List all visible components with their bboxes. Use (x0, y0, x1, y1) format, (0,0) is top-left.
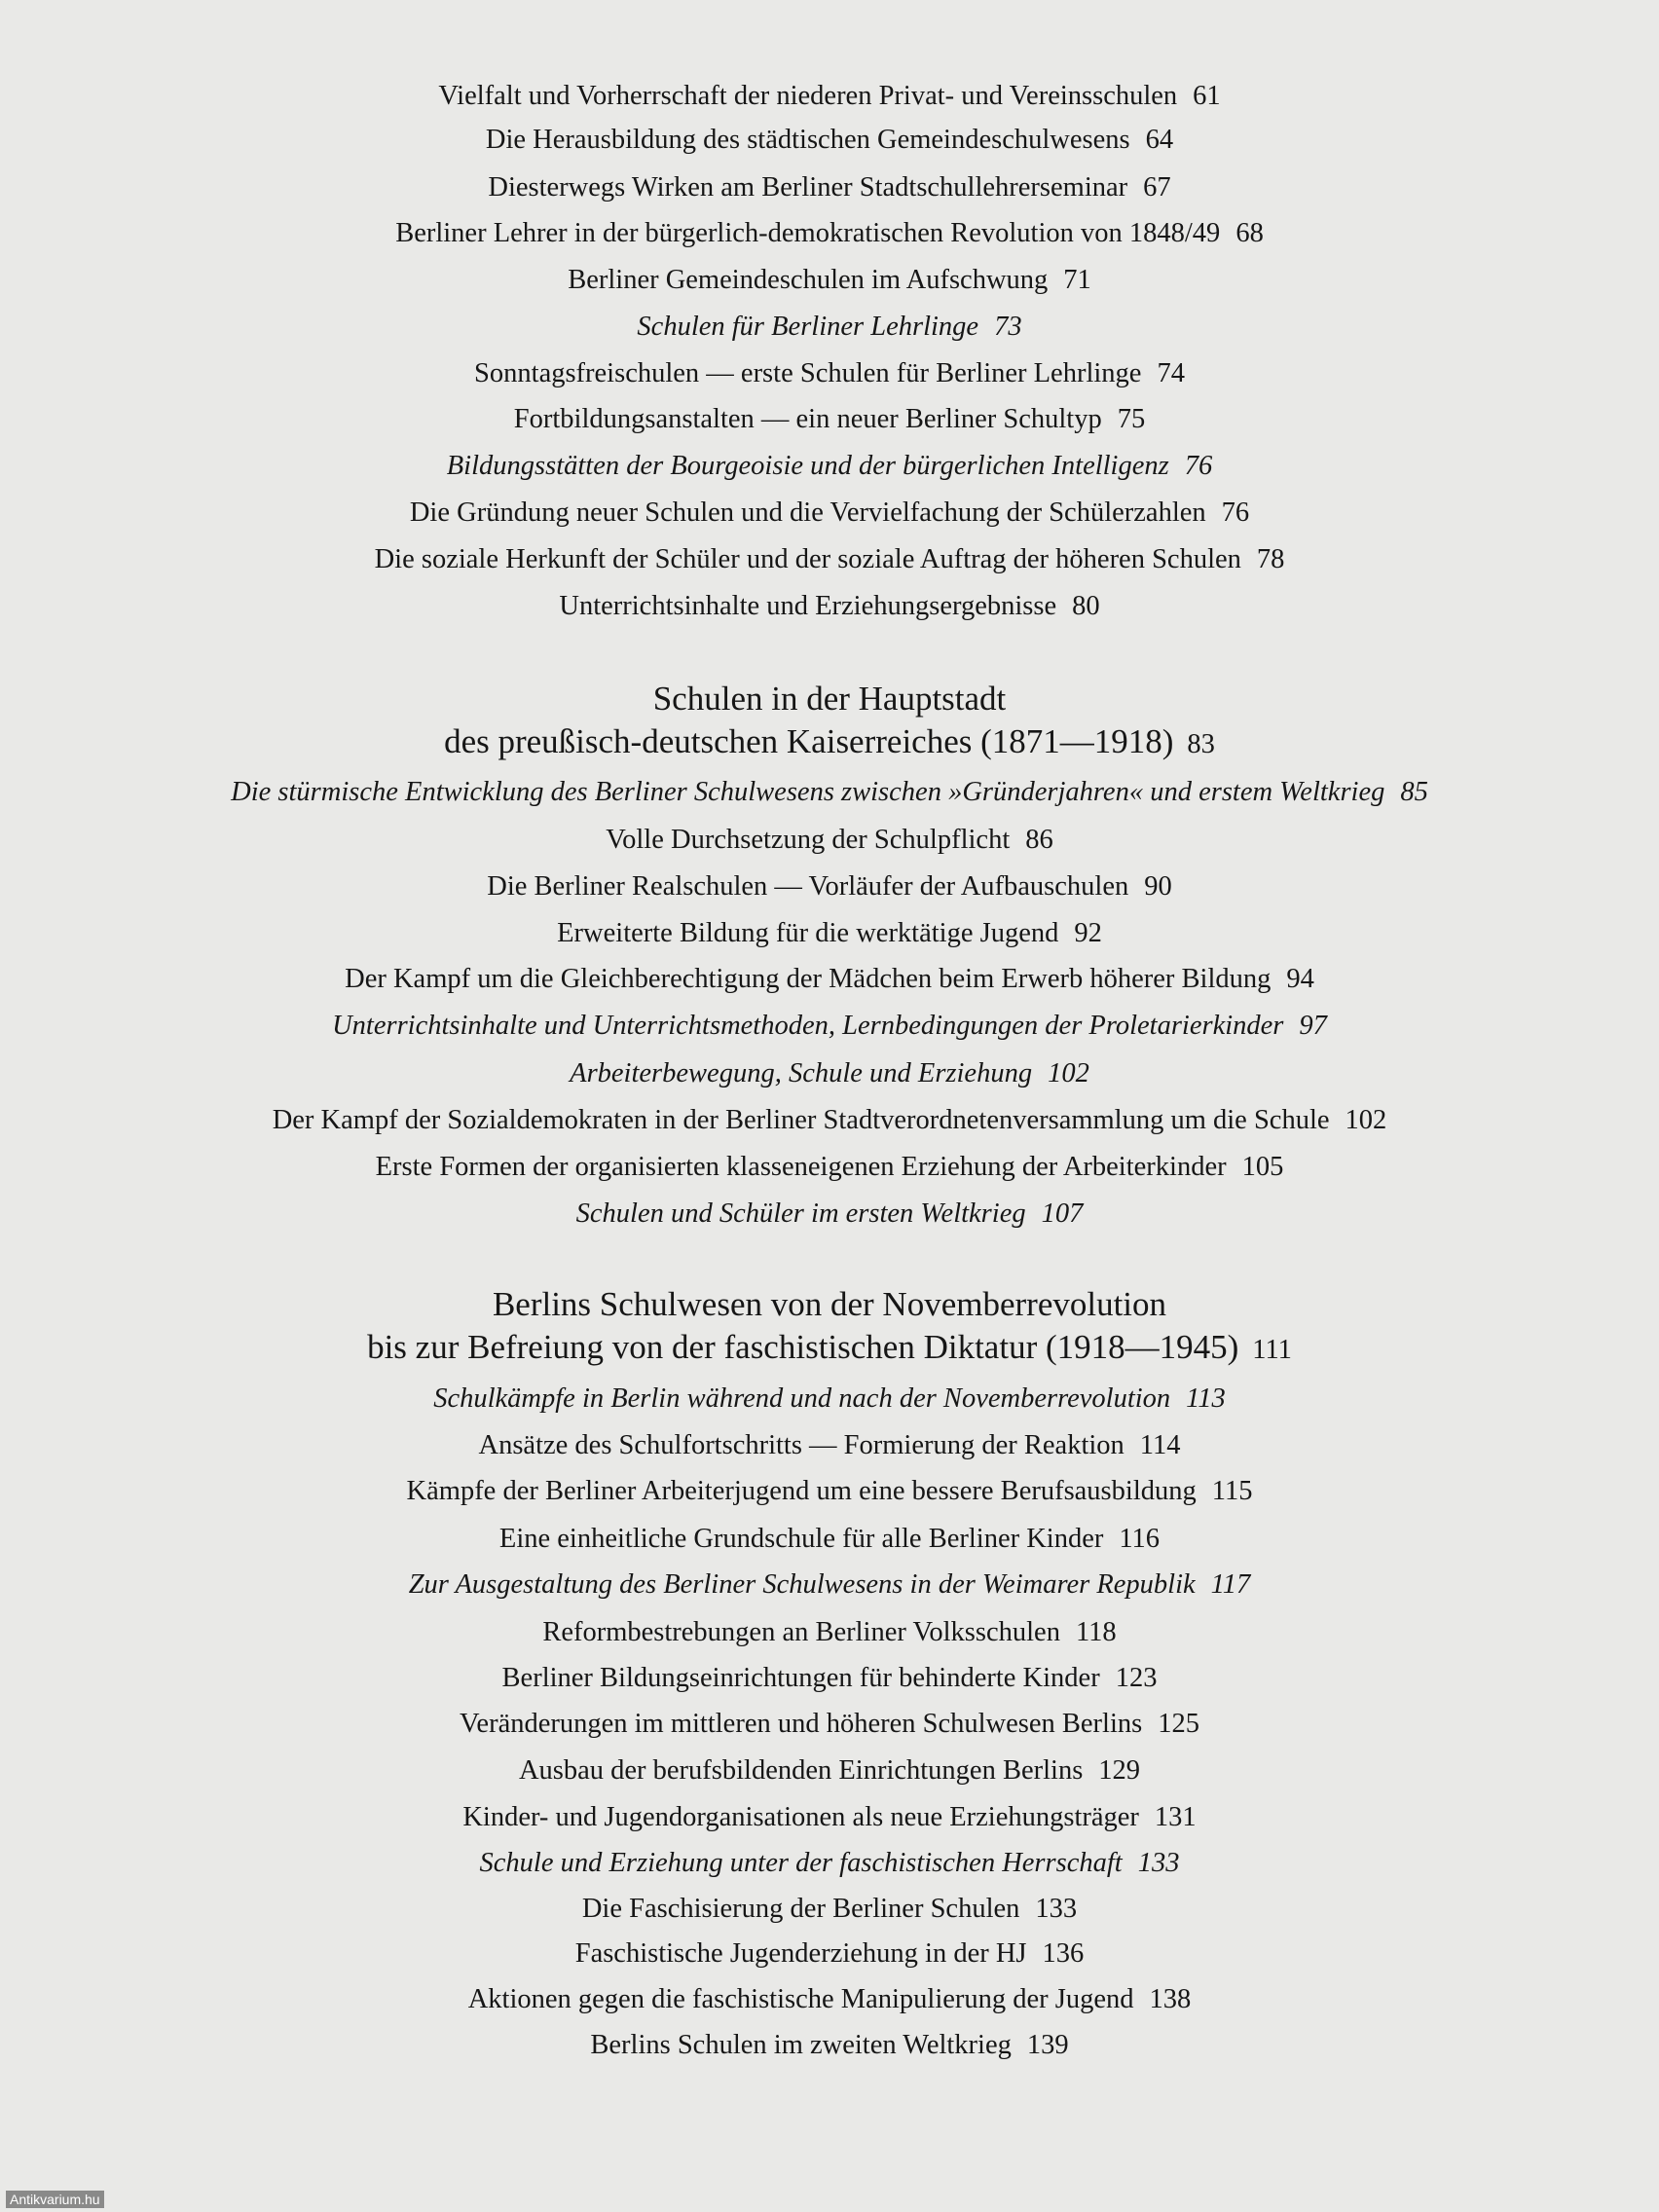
chapter-heading-page: 111 (1252, 1335, 1292, 1365)
toc-entry-page: 139 (1026, 2030, 1069, 2060)
toc-entry-title: Zur Ausgestaltung des Berliner Schulwesens in der Weimarer Republik (408, 1569, 1196, 1600)
toc-entry (0, 1936, 1659, 1972)
chapter-heading-line-2 (0, 720, 1659, 766)
toc-entry (0, 216, 1659, 251)
toc-entry-title: Faschistische Jugenderziehung in der HJ (574, 1938, 1027, 1969)
toc-entry-title: Schulen für Berliner Lehrlinge (637, 312, 979, 342)
toc-entry-title: Die Faschisierung der Berliner Schulen (581, 1894, 1020, 1924)
toc-entry (0, 2028, 1659, 2063)
toc-entry-title: Berliner Bildungseinrichtungen für behinderte Kinder (501, 1663, 1100, 1693)
toc-entry-title: Die stürmische Entwicklung des Berliner Schulwesens zwischen »Gründerjahren« und erstem Weltkrieg (231, 777, 1385, 807)
toc-entry-page: 125 (1158, 1709, 1199, 1739)
toc-entry-page: 97 (1299, 1011, 1327, 1041)
toc-entry-page: 113 (1186, 1383, 1226, 1414)
toc-entry-title: Ansätze des Schulfortschritts — Formierung der Reaktion (478, 1430, 1124, 1460)
toc-entry (0, 916, 1659, 951)
toc-entry-page: 131 (1154, 1802, 1197, 1832)
toc-entry-page: 75 (1117, 404, 1146, 434)
toc-entry (0, 1150, 1659, 1185)
toc-entry-page: 123 (1115, 1663, 1158, 1693)
toc-entry (0, 123, 1659, 158)
toc-entry-title: Berlins Schulen im zweiten Weltkrieg (590, 2030, 1012, 2060)
chapter-heading-page: 83 (1187, 729, 1215, 759)
toc-entry-page: 61 (1193, 81, 1221, 111)
toc-section-entry (0, 1056, 1659, 1091)
chapter-heading-line-1: Berlins Schulwesen von der Novemberrevolution (492, 1285, 1167, 1323)
toc-entry (0, 962, 1659, 997)
toc-entry-title: Erweiterte Bildung für die werktätige Jugend (557, 918, 1059, 948)
toc-entry (0, 1753, 1659, 1788)
toc-entry-page: 107 (1041, 1198, 1084, 1229)
toc-section-entry (0, 1567, 1659, 1603)
toc-entry (0, 1800, 1659, 1835)
toc-entry (0, 1103, 1659, 1138)
toc-entry-page: 133 (1035, 1894, 1078, 1924)
toc-section-entry (0, 1009, 1659, 1044)
chapter-heading-line-1: Schulen in der Hauptstadt (652, 680, 1007, 718)
toc-entry (0, 1707, 1659, 1742)
toc-entry-title: Kämpfe der Berliner Arbeiterjugend um eine bessere Berufsausbildung (406, 1476, 1197, 1506)
toc-entry-title: Fortbildungsanstalten — ein neuer Berliner Schultyp (513, 404, 1102, 434)
toc-entry-title: Arbeiterbewegung, Schule und Erziehung (570, 1058, 1033, 1088)
toc-entry-title: Der Kampf um die Gleichberechtigung der Mädchen beim Erwerb höherer Bildung (345, 964, 1272, 994)
toc-entry-page: 73 (994, 312, 1022, 342)
toc-entry-page: 133 (1137, 1848, 1180, 1878)
toc-entry-title: Ausbau der berufsbildenden Einrichtungen Berlins (518, 1755, 1084, 1786)
toc-entry-page: 85 (1400, 777, 1428, 807)
toc-entry-title: Veränderungen im mittleren und höheren Schulwesen Berlins (460, 1709, 1143, 1739)
toc-entry-title: Diesterwegs Wirken am Berliner Stadtschullehrerseminar (488, 172, 1128, 203)
toc-entry-page: 115 (1211, 1476, 1253, 1506)
toc-entry-page: 136 (1042, 1938, 1085, 1969)
toc-entry-title: Berliner Lehrer in der bürgerlich-demokratischen Revolution von 1848/49 (395, 218, 1221, 248)
toc-entry-page: 86 (1025, 825, 1053, 855)
chapter-heading-text: bis zur Befreiung von der faschistischen Diktatur (1918—1945) (367, 1328, 1239, 1366)
toc-entry-title: Aktionen gegen die faschistische Manipulierung der Jugend (467, 1984, 1134, 2014)
toc-entry (0, 1522, 1659, 1557)
toc-entry-page: 102 (1048, 1058, 1089, 1088)
toc-entry-page: 129 (1098, 1755, 1141, 1786)
toc-entry-title: Kinder- und Jugendorganisationen als neue Erziehungsträger (462, 1802, 1139, 1832)
toc-entry-page: 76 (1184, 451, 1213, 481)
toc-entry-title: Erste Formen der organisierten klasseneigenen Erziehung der Arbeiterkinder (375, 1152, 1227, 1182)
toc-entry-title: Die soziale Herkunft der Schüler und der soziale Auftrag der höheren Schulen (374, 544, 1241, 574)
toc-entry-page: 114 (1139, 1430, 1181, 1460)
toc-entry-title: Unterrichtsinhalte und Unterrichtsmethoden, Lernbedingungen der Proletarierkinder (332, 1011, 1284, 1041)
toc-entry-title: Der Kampf der Sozialdemokraten in der Berliner Stadtverordnetenversammlung um die Schule (272, 1105, 1330, 1135)
toc-entry-page: 78 (1256, 544, 1285, 574)
toc-section-entry (0, 1846, 1659, 1881)
toc-entry (0, 1661, 1659, 1696)
toc-entry-page: 102 (1345, 1105, 1387, 1135)
toc-entry-page: 90 (1144, 871, 1172, 902)
toc-section-entry (0, 1382, 1659, 1417)
toc-entry (0, 869, 1659, 904)
toc-entry-title: Sonntagsfreischulen — erste Schulen für Berliner Lehrlinge (474, 358, 1142, 388)
toc-entry (0, 496, 1659, 531)
toc-entry-title: Schule und Erziehung unter der faschistischen Herrschaft (479, 1848, 1123, 1878)
watermark: Antikvarium.hu (6, 2191, 104, 2208)
toc-entry-title: Eine einheitliche Grundschule für alle Berliner Kinder (498, 1524, 1104, 1554)
toc-entry (0, 1615, 1659, 1650)
toc-entry (0, 79, 1659, 114)
toc-entry (0, 356, 1659, 391)
toc-section-entry (0, 775, 1659, 810)
toc-entry-title: Berliner Gemeindeschulen im Aufschwung (568, 265, 1049, 295)
toc-entry (0, 263, 1659, 298)
toc-entry-title: Vielfalt und Vorherrschaft der niederen Privat- und Vereinsschulen (438, 81, 1178, 111)
chapter-heading-text: des preußisch-deutschen Kaiserreiches (1871—1918) (444, 722, 1174, 760)
chapter-heading-line-2 (0, 1326, 1659, 1372)
toc-section-entry (0, 310, 1659, 345)
toc-entry-title: Die Herausbildung des städtischen Gemeindeschulwesens (485, 125, 1130, 155)
toc-entry-page: 117 (1210, 1569, 1251, 1600)
toc-entry-page: 92 (1074, 918, 1102, 948)
toc-entry-page: 105 (1241, 1152, 1284, 1182)
toc-entry-title: Volle Durchsetzung der Schulpflicht (606, 825, 1011, 855)
toc-entry-title: Schulen und Schüler im ersten Weltkrieg (575, 1198, 1026, 1229)
toc-entry-page: 94 (1286, 964, 1314, 994)
toc-entry (0, 542, 1659, 577)
toc-entry-page: 67 (1143, 172, 1171, 203)
toc-entry-title: Die Berliner Realschulen — Vorläufer der Aufbauschulen (487, 871, 1129, 902)
toc-entry-page: 76 (1221, 498, 1250, 528)
toc-entry-title: Unterrichtsinhalte und Erziehungsergebnisse (559, 591, 1057, 621)
toc-entry-page: 80 (1072, 591, 1100, 621)
toc-entry (0, 170, 1659, 205)
toc-entry (0, 402, 1659, 437)
toc-entry-title: Reformbestrebungen an Berliner Volksschulen (542, 1617, 1060, 1647)
toc-entry (0, 1892, 1659, 1927)
toc-section-entry (0, 449, 1659, 484)
toc-entry-page: 116 (1119, 1524, 1161, 1554)
toc-entry-page: 74 (1157, 358, 1185, 388)
toc-entry-title: Die Gründung neuer Schulen und die Vervielfachung der Schülerzahlen (409, 498, 1206, 528)
toc-entry (0, 589, 1659, 624)
toc-entry (0, 1982, 1659, 2017)
toc-entry (0, 1474, 1659, 1509)
toc-section-entry (0, 1197, 1659, 1232)
toc-entry-page: 64 (1145, 125, 1174, 155)
toc-entry-page: 68 (1235, 218, 1264, 248)
toc-entry-title: Bildungsstätten der Bourgeoisie und der bürgerlichen Intelligenz (446, 451, 1169, 481)
toc-entry (0, 823, 1659, 858)
toc-entry-page: 71 (1063, 265, 1091, 295)
toc-entry-title: Schulkämpfe in Berlin während und nach der Novemberrevolution (433, 1383, 1171, 1414)
toc-entry-page: 138 (1149, 1984, 1192, 2014)
toc-entry-page: 118 (1075, 1617, 1117, 1647)
toc-entry (0, 1428, 1659, 1463)
